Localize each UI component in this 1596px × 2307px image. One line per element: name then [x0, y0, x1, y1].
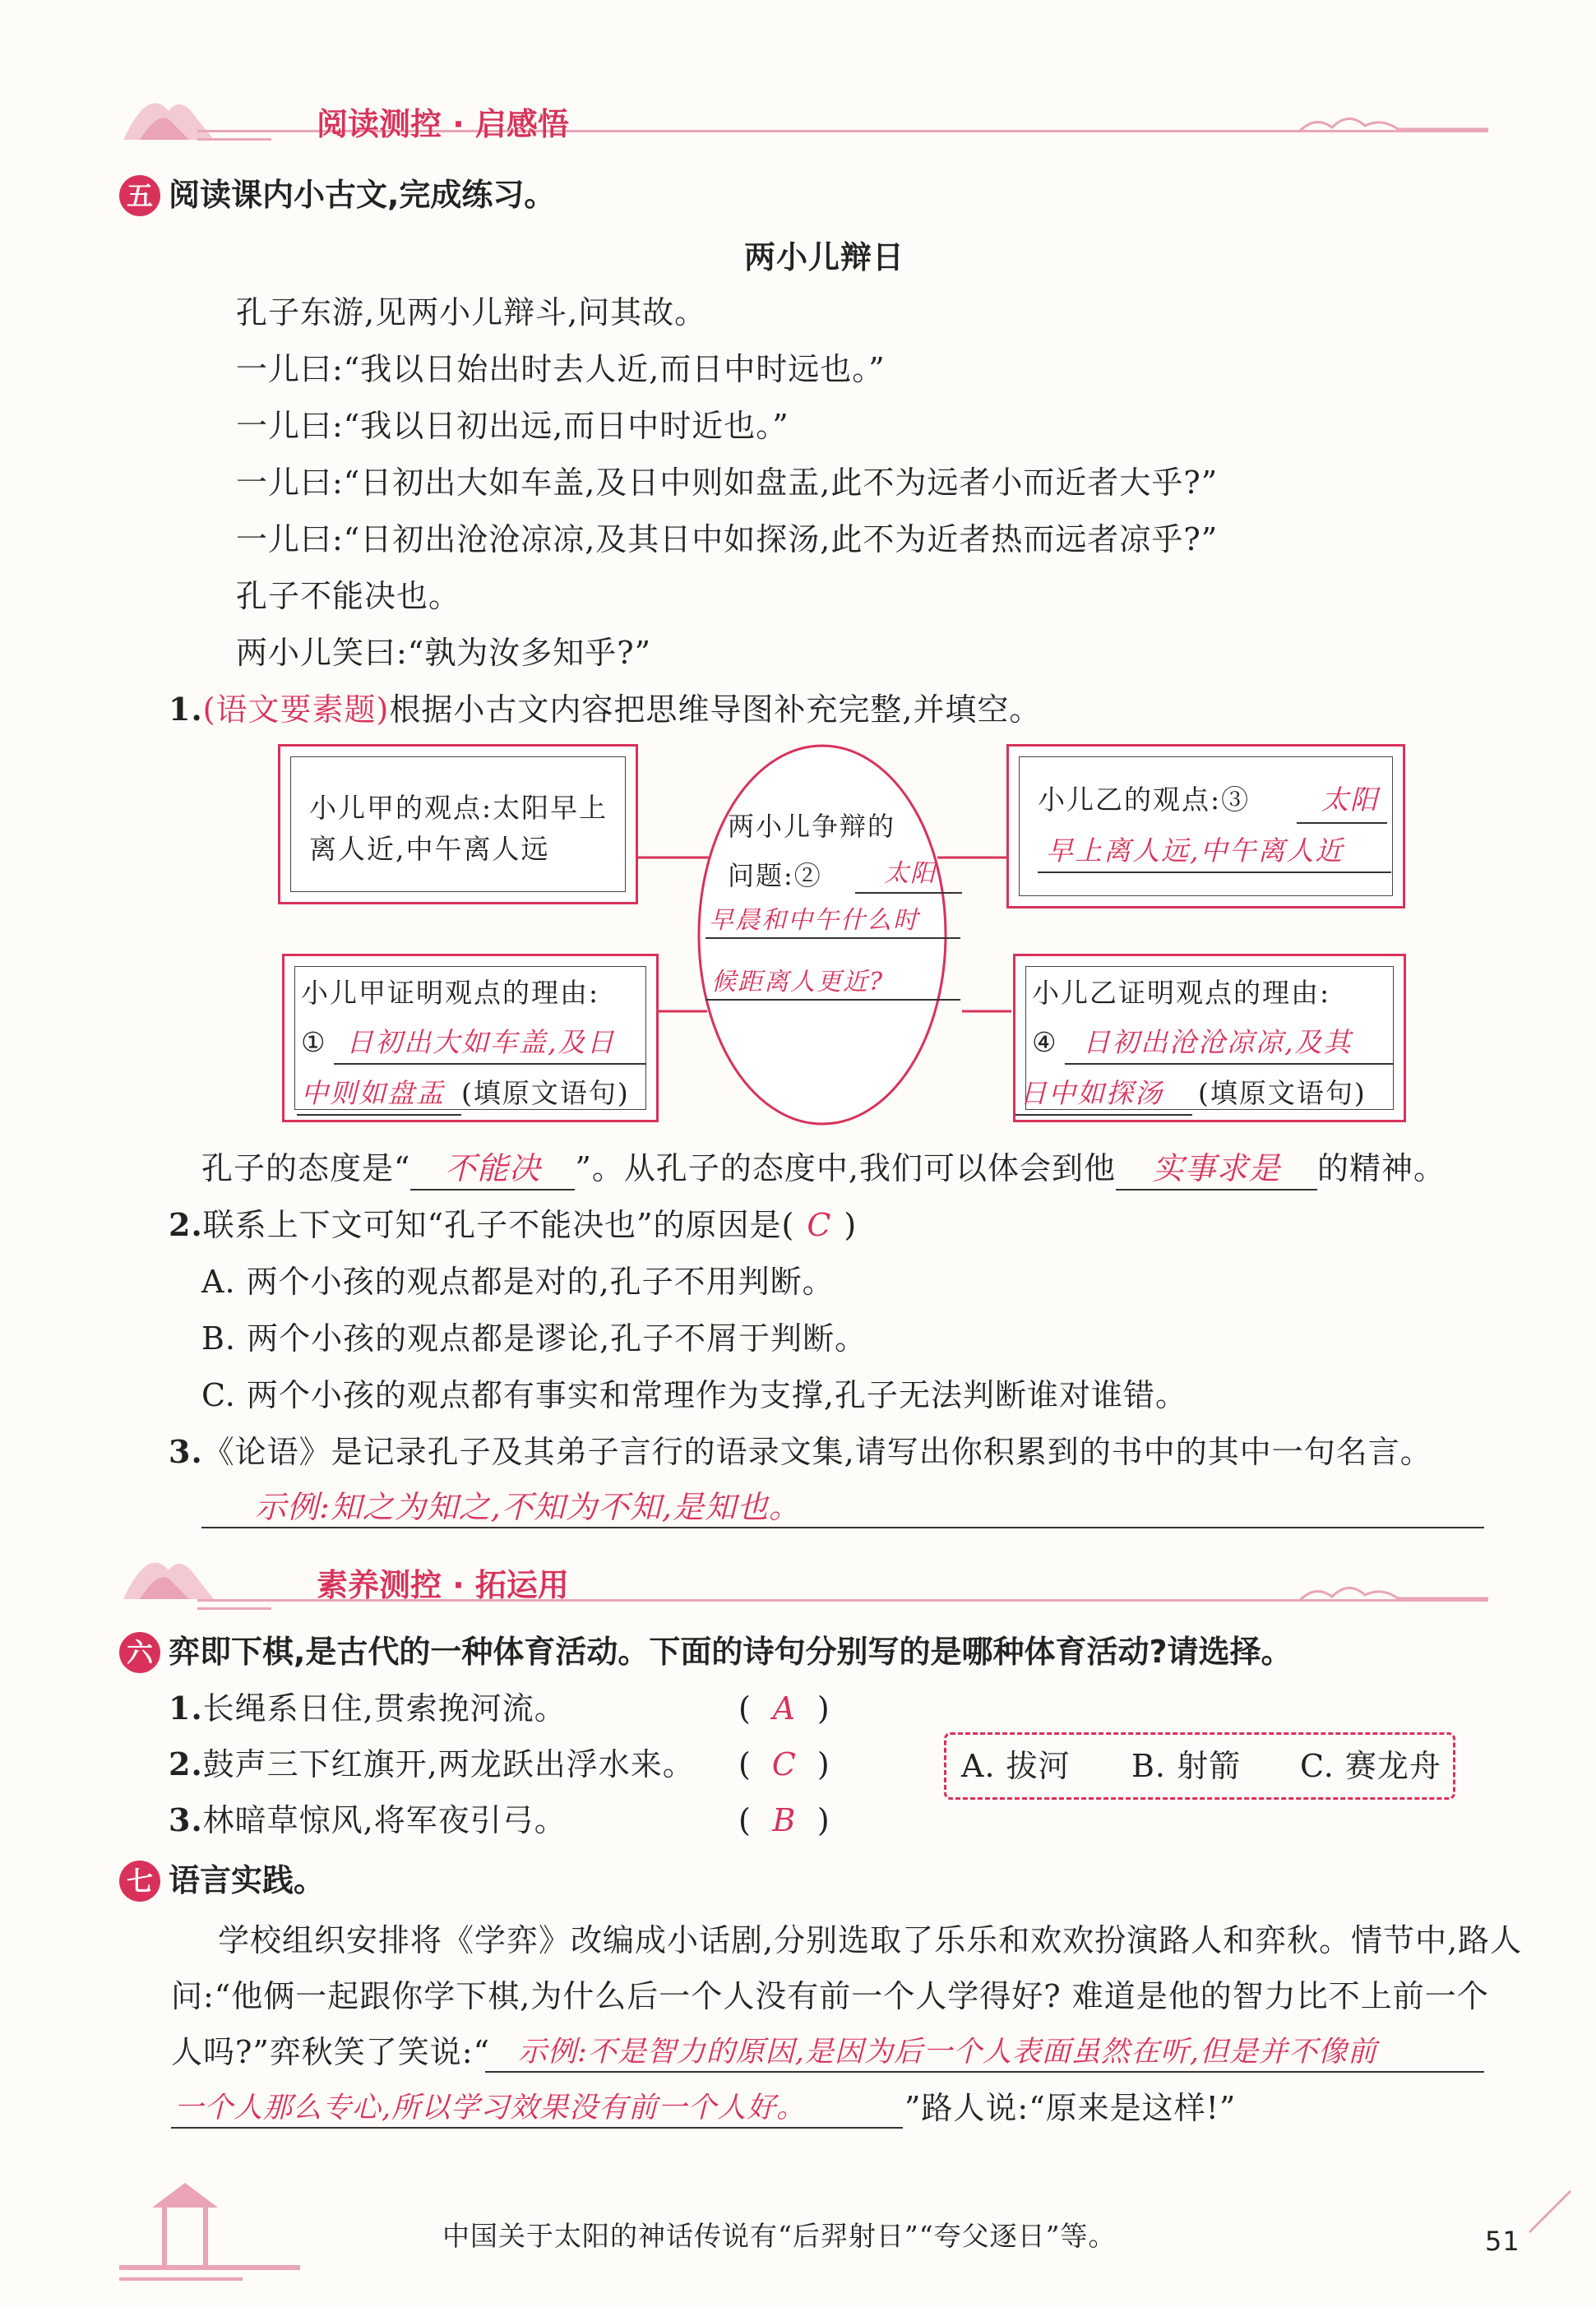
item-number: 1.	[169, 1690, 203, 1727]
reason-b-note: (填原文语句)	[1198, 1077, 1367, 1109]
choice-item: C. 赛龙舟	[1300, 1748, 1441, 1784]
item-text: 鼓声三下红旗开,两龙跃出浮水来。	[202, 1746, 695, 1782]
q6-item	[169, 1744, 695, 1785]
view-a-line: 离人近,中午离人远	[309, 833, 550, 865]
item-answer: B	[772, 1802, 797, 1838]
passage-line: 一儿曰:“我以日始出时去人近,而日中时远也。”	[236, 351, 886, 387]
passage-line: 一儿曰:“我以日初出远,而日中时近也。”	[236, 408, 789, 444]
passage-line: 一儿曰:“日初出沧沧凉凉,及其日中如探汤,此不为近者热而远者凉乎?”	[236, 521, 1219, 557]
section-title: 素养测控 · 拓运用	[317, 1567, 569, 1603]
subquestion-answer: C	[807, 1207, 832, 1243]
q7-answer: 示例:不是智力的原因,是因为后一个人表面虽然在听,但是并不像前	[518, 2036, 1378, 2069]
q7-answer: 一个人那么专心,所以学习效果没有前一个人好。	[174, 2092, 807, 2124]
q7-text-line: ”路人说:“原来是这样!”	[904, 2090, 1237, 2126]
view-a-box	[278, 744, 638, 904]
subquestion-number: 2.	[169, 1206, 203, 1243]
question-badge: 七	[119, 1861, 160, 1902]
question-heading: 阅读课内小古文,完成练习。	[169, 177, 556, 213]
answer-paren: ( A )	[738, 1688, 830, 1729]
subquestion-text: 《论语》是记录孔子及其弟子言行的语录文集,请写出你积累到的书中的其中一句名言。	[202, 1434, 1432, 1470]
question-heading: 弈即下棋,是古代的一种体育活动。下面的诗句分别写的是哪种体育活动?请选择。	[169, 1634, 1293, 1670]
attitude-text: 的精神。	[1316, 1150, 1446, 1186]
q7-text-line: 问:“他俩一起跟你学下棋,为什么后一个人没有前一个人学得好? 难道是他的智力比不上前一个	[171, 1978, 1489, 2014]
center-line: 问题:②	[728, 860, 822, 891]
mountain-decoration-icon	[123, 1537, 214, 1603]
attitude-line	[201, 1148, 1446, 1190]
passage-line: 一儿曰:“日初出大如车盖,及日中则如盘盂,此不为远者小而近者大乎?”	[236, 465, 1219, 501]
passage-line: 两小儿笑曰:“孰为汝多知乎?”	[236, 635, 652, 671]
reason-a-note: (填原文语句)	[461, 1077, 630, 1109]
paren-close: )	[844, 1207, 858, 1243]
reason-a-title: 小儿甲证明观点的理由:	[301, 977, 600, 1009]
center-answer: 太阳	[884, 859, 937, 888]
reason-b-title: 小儿乙证明观点的理由:	[1032, 977, 1331, 1009]
reason-a-num: ①	[301, 1026, 327, 1058]
view-b-answer: 早上离人远,中午离人近	[1046, 834, 1344, 867]
reason-a-answer: 中则如盘盂	[301, 1077, 445, 1109]
center-answer: 候距离人更近?	[711, 968, 885, 996]
view-b-answer: 太阳	[1321, 784, 1379, 816]
reason-b-answer: 日中如探汤	[1020, 1077, 1163, 1109]
attitude-text: 孔子的态度是“	[201, 1150, 411, 1186]
view-b-box	[1006, 744, 1405, 908]
reason-a-answer: 日初出大如车盖,及日	[346, 1026, 616, 1058]
choice-item: B. 射箭	[1131, 1748, 1242, 1784]
cloud-decoration-icon	[1299, 1580, 1488, 1605]
subquestion-text: 联系上下文可知“孔子不能决也”的原因是(	[202, 1207, 795, 1243]
question-heading: 语言实践。	[169, 1862, 326, 1898]
answer-paren: ( B )	[738, 1800, 830, 1841]
option-line: B. 两个小孩的观点都是谬论,孔子不屑于判断。	[201, 1320, 867, 1357]
view-b-prefix: 小儿乙的观点:③	[1038, 784, 1251, 816]
item-text: 林暗草惊风,将军夜引弓。	[202, 1802, 567, 1838]
item-number: 2.	[169, 1745, 203, 1782]
center-line: 两小儿争辩的	[728, 811, 896, 842]
item-answer: A	[772, 1690, 797, 1727]
passage-title: 两小儿辩日	[744, 239, 905, 275]
item-text: 长绳系日住,贯索挽河流。	[202, 1690, 567, 1727]
section-title: 阅读测控 · 启感悟	[317, 106, 569, 142]
spirit-answer: 实事求是	[1116, 1148, 1317, 1190]
passage-line: 孔子东游,见两小儿辩斗,问其故。	[236, 294, 707, 331]
question-tag: (语文要素题)	[202, 691, 390, 728]
reason-a-box	[282, 954, 659, 1122]
item-answer: C	[771, 1746, 797, 1782]
footer-note: 中国关于太阳的神话传说有“后羿射日”“夸父逐日”等。	[442, 2220, 1117, 2252]
subquestion-number: 1.	[169, 691, 203, 728]
question-badge: 六	[119, 1632, 160, 1673]
feather-decoration-icon	[1525, 2187, 1575, 2236]
pavilion-decoration-icon	[119, 2171, 300, 2294]
center-answer: 早晨和中午什么时	[709, 906, 919, 935]
question-badge: 五	[119, 175, 160, 216]
reason-b-box	[1013, 954, 1406, 1122]
q7-text-line: 学校组织安排将《学弈》改编成小话剧,分别选取了乐乐和欢欢扮演路人和弈秋。情节中,路人	[218, 1922, 1523, 1958]
q6-item	[169, 1800, 567, 1841]
page-number: 51	[1485, 2226, 1520, 2257]
passage-line: 孔子不能决也。	[236, 578, 461, 614]
attitude-answer: 不能决	[410, 1148, 575, 1190]
q6-item	[169, 1688, 567, 1729]
attitude-text: ”。从孔子的态度中,我们可以体会到他	[575, 1150, 1116, 1186]
subquestion-3	[169, 1431, 1432, 1473]
option-line: A. 两个小孩的观点都是对的,孔子不用判断。	[201, 1264, 835, 1300]
subquestion-3-answer: 示例:知之为知之,不知为不知,是知也。	[255, 1489, 801, 1525]
choice-item: A. 拔河	[961, 1748, 1071, 1784]
answer-paren: ( C )	[738, 1744, 830, 1785]
subquestion-2	[169, 1204, 857, 1246]
item-number: 3.	[169, 1801, 203, 1838]
choices-box	[944, 1732, 1455, 1800]
subquestion-text: 根据小古文内容把思维导图补充完整,并填空。	[389, 691, 1042, 728]
reason-b-num: ④	[1032, 1026, 1058, 1058]
view-a-line: 小儿甲的观点:太阳早上	[309, 792, 608, 824]
option-line: C. 两个小孩的观点都有事实和常理作为支撑,孔子无法判断谁对谁错。	[201, 1377, 1187, 1413]
subquestion-number: 3.	[169, 1433, 203, 1470]
q7-text-line: 人吗?”弈秋笑了笑说:“	[171, 2034, 491, 2070]
reason-b-answer: 日初出沧沧凉凉,及其	[1083, 1026, 1353, 1058]
